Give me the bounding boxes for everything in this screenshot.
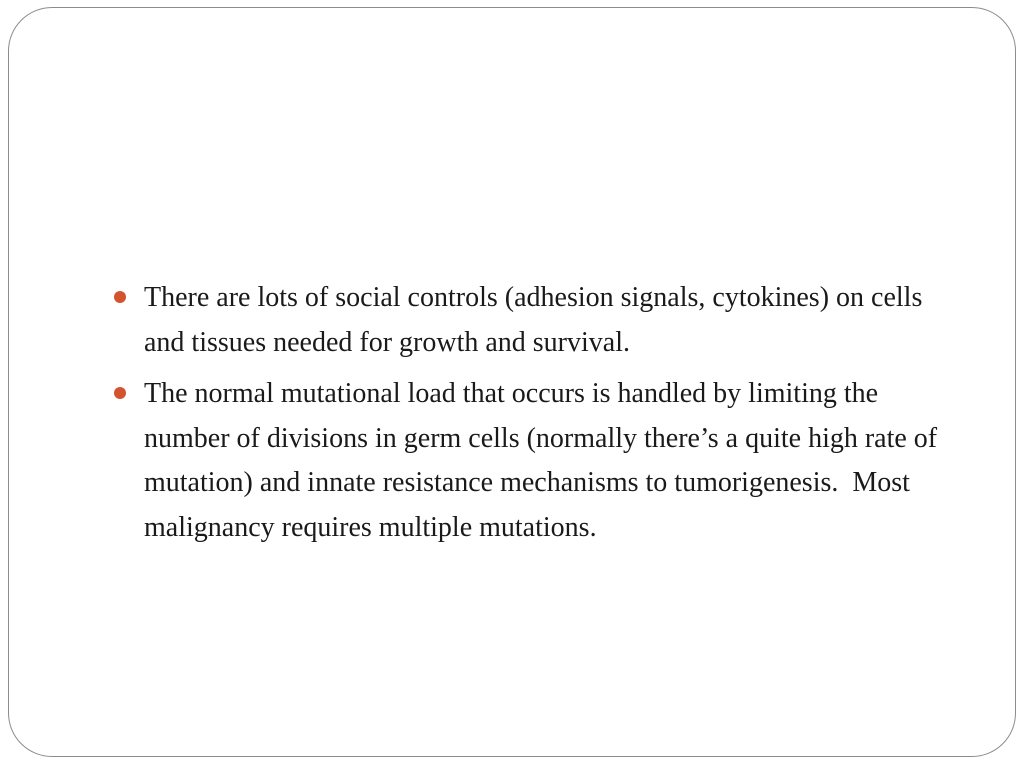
- bullet-dot-icon: [114, 291, 126, 303]
- bullet-text: There are lots of social controls (adhesion signals, cytokines) on cells and tissues needed for growth and survival.: [144, 282, 930, 358]
- slide-content: [114, 276, 964, 557]
- bullet-list: [114, 276, 964, 550]
- bullet-dot-icon: [114, 387, 126, 399]
- bullet-item: [114, 276, 964, 365]
- bullet-text: The normal mutational load that occurs is handled by limiting the number of divisions in germ cells (normally there’s a quite high rate of mutation) and innate resistance mechanisms to tumorigenesis. Most malignancy requires multiple mutations.: [144, 378, 945, 543]
- bullet-item: [114, 372, 964, 550]
